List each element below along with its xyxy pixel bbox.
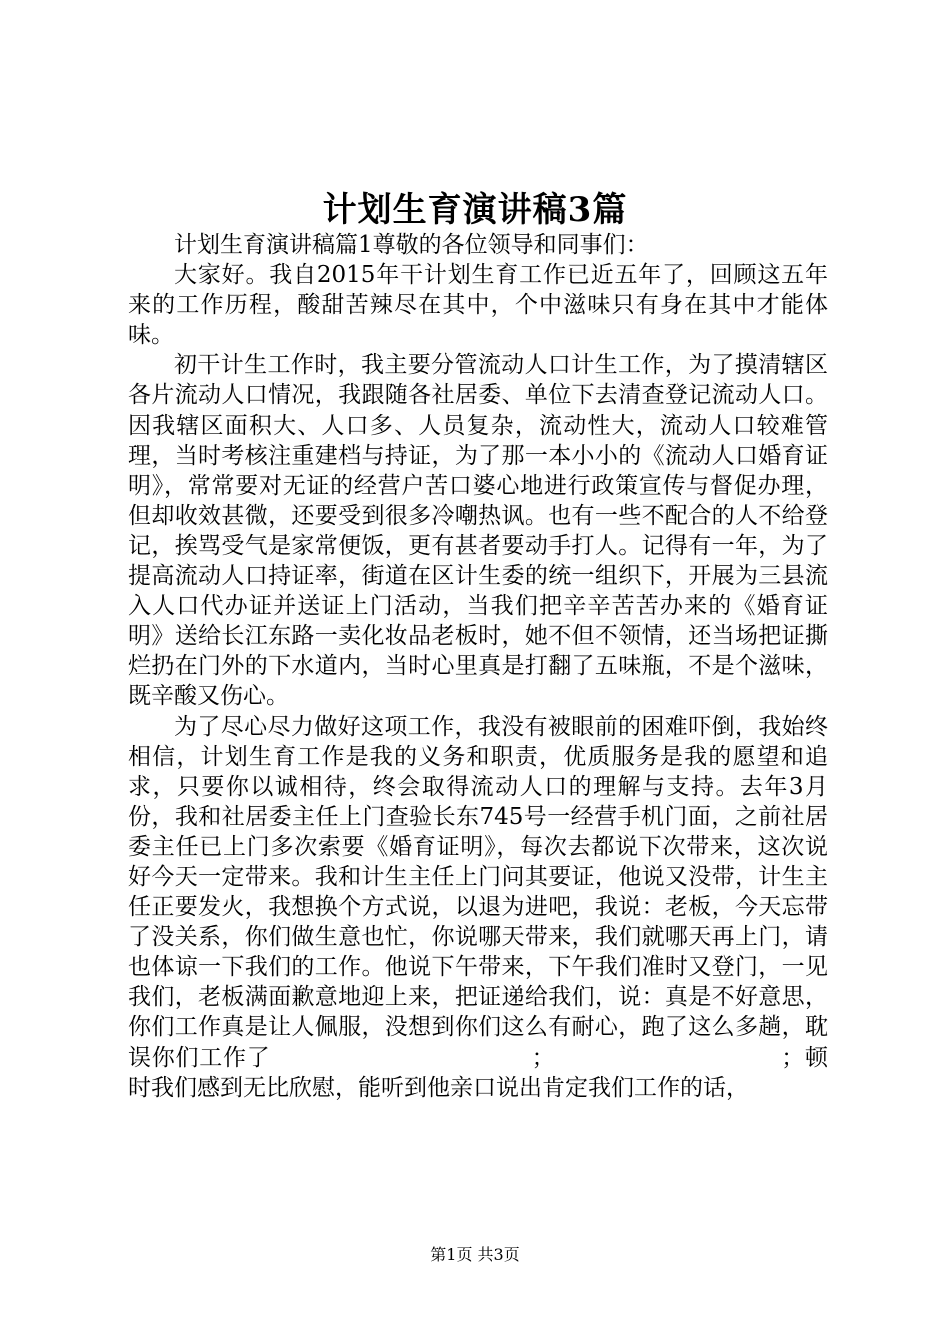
paragraph-early-work: 初干计生工作时，我主要分管流动人口计生工作，为了摸清辖区各片流动人口情况，我跟随各社居委、单位下去清查登记流动人口。因我辖区面积大、人口多、人员复杂，流动性大，流动人口较难管理，当时考核注重建档与持证，为了那一本小小的《流动人口婚育证明》，常常要对无证的经营户苦口婆心地进行政策宣传与督促办理，但却收效甚微，还要受到很多冷嘲热讽。也有一些不配合的人不给登记，挨骂受气是家常便饭，更有甚者要动手打人。记得有一年，为了提高流动人口持证率，街道在区计生委的统一组织下，开展为三县流入人口代办证并送证上门活动，当我们把辛辛苦苦办来的《婚育证明》送给长江东路一卖化妆品老板时，她不但不领情，还当场把证撕烂扔在门外的下水道内，当时心里真是打翻了五味瓶，不是个滋味，既辛酸又伤心。 <box>128 352 828 710</box>
paragraph-perseverance: 为了尽心尽力做好这项工作，我没有被眼前的困难吓倒，我始终相信，计划生育工作是我的义务和职责，优质服务是我的愿望和追求，只要你以诚相待，终会取得流动人口的理解与支持。去年3月份，我和社居委主任上门查验长东745号一经营手机门面，之前社居委主任已上门多次索要《婚育证明》，每次去都说下次带来，这次说好今天一定带来。我和计生主任上门问其要证，他说又没带，计生主任正要发火，我想换个方式说，以退为进吧，我说：老板，今天忘带了没关系，你们做生意也忙，你说哪天带来，我们就哪天再上门，请也体谅一下我们的工作。他说下午带来，下午我们准时又登门，一见我们，老板满面歉意地迎上来，把证递给我们，说：真是不好意思，你们工作真是让人佩服，没想到你们这么有耐心，跑了这么多趟，耽误你们工作了 ； ；顿时我们感到无比欣慰，能听到他亲口说出肯定我们工作的话， <box>128 713 828 1101</box>
document-title: 计划生育演讲稿3篇 <box>322 190 628 230</box>
page-footer: 第1页 共3页 <box>430 1245 520 1264</box>
paragraph-greeting: 大家好。我自2015年干计划生育工作已近五年了，回顾这五年来的工作历程，酸甜苦辣尽在其中，个中滋味只有身在其中才能体味。 <box>128 262 828 349</box>
document-body <box>128 230 828 1103</box>
paragraph-salutation: 计划生育演讲稿篇1尊敬的各位领导和同事们： <box>174 232 649 258</box>
